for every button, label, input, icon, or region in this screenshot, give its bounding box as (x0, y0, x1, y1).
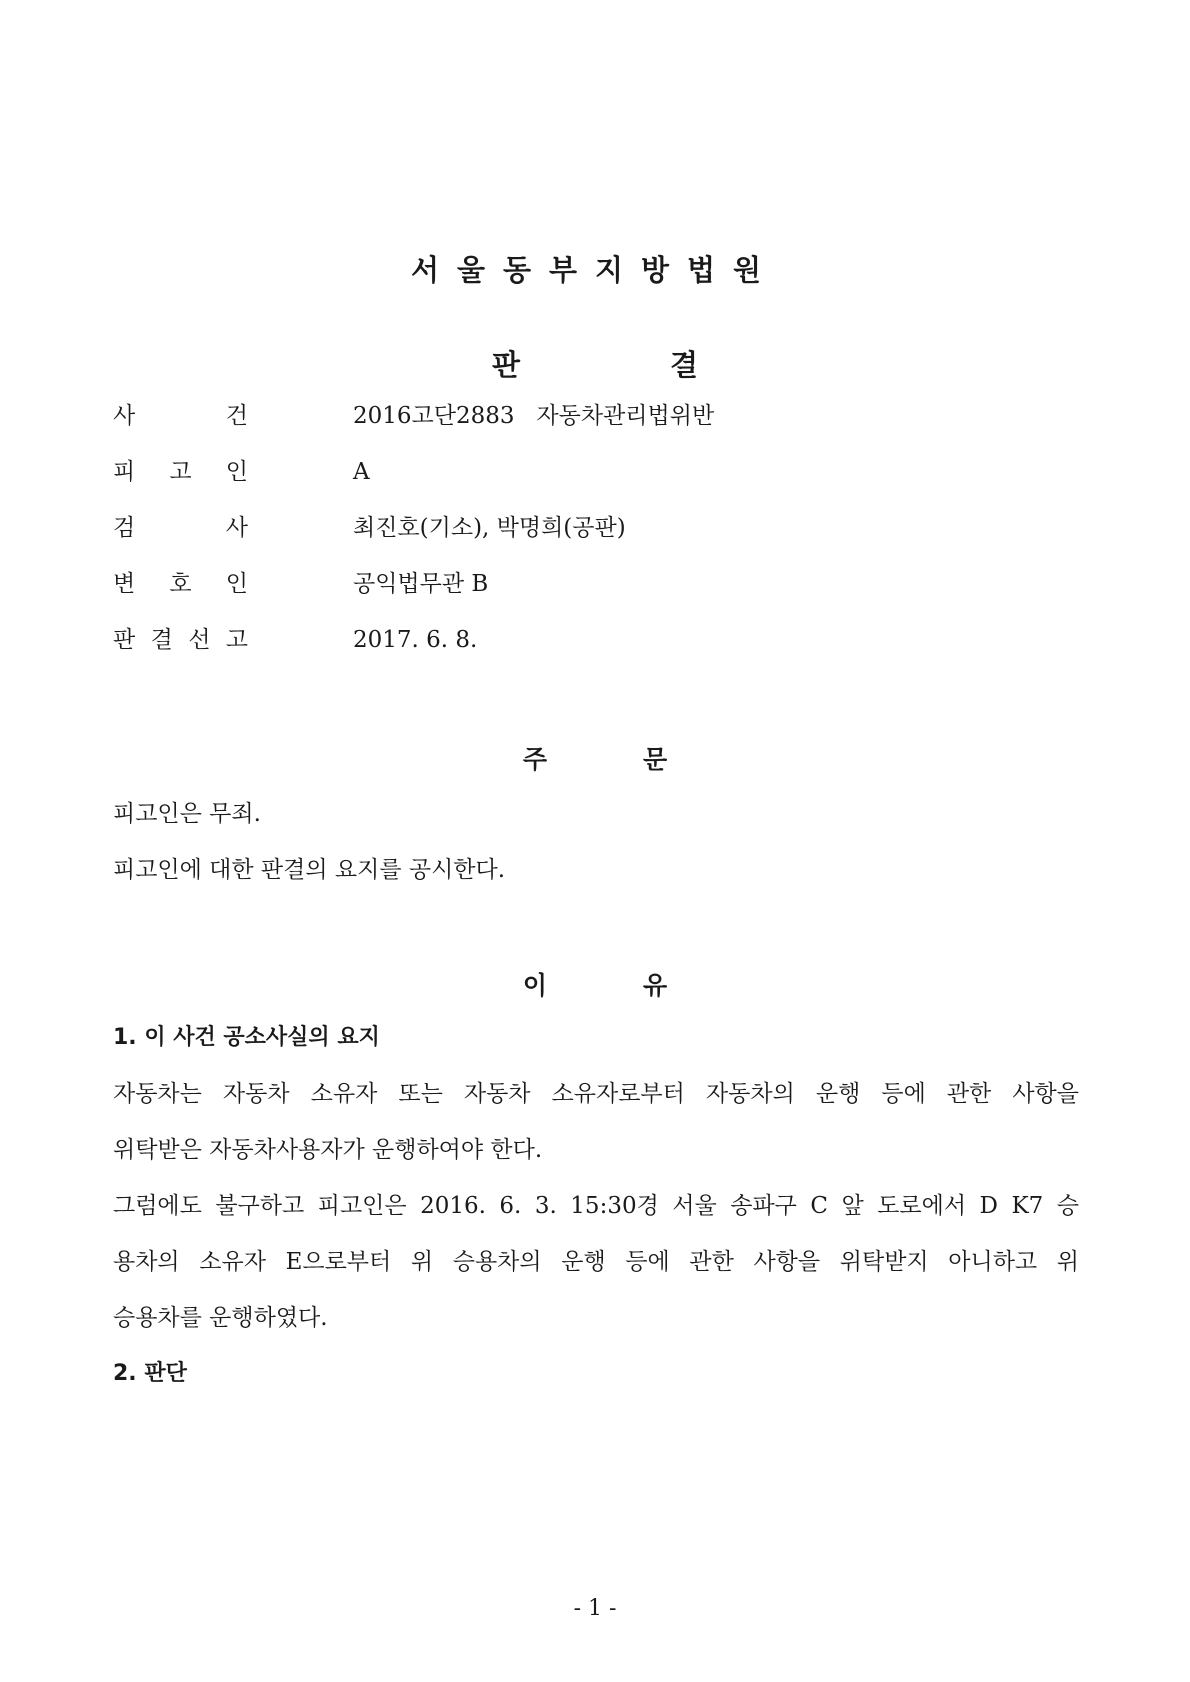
page-number: - 1 - (573, 1596, 617, 1621)
case-info-label: 피 고 인 (113, 459, 248, 485)
order-line: 피고인에 대한 판결의 요지를 공시한다. (113, 857, 506, 883)
paragraph-line: 용차의 소유자 E으로부터 위 승용차의 운행 등에 관한 사항을 위탁받지 아니하고 위 (113, 1249, 1079, 1275)
paragraph-line: 승용차를 운행하였다. (113, 1305, 328, 1331)
paragraph-line: 자동차는 자동차 소유자 또는 자동차 소유자로부터 자동차의 운행 등에 관한 사항을 (113, 1081, 1079, 1107)
case-info-label: 검 사 (113, 515, 248, 541)
case-info-value: 2017. 6. 8. (353, 627, 478, 653)
reason-section-heading: 이 유 (522, 971, 668, 1000)
case-info-label: 판 결 선 고 (113, 627, 248, 653)
document-type-heading (0, 343, 1190, 384)
subsection-title: 1. 이 사건 공소사실의 요지 (113, 1025, 380, 1050)
case-info-value: 2016고단2883 자동차관리법위반 (353, 403, 715, 429)
document-type-char-2: 결 (670, 348, 699, 382)
paragraph-line: 그럼에도 불구하고 피고인은 2016. 6. 3. 15:30경 서울 송파구 C 앞 도로에서 D K7 승 (113, 1193, 1079, 1219)
order-section-heading: 주 문 (522, 745, 668, 774)
case-info-value: 최진호(기소), 박명희(공판) (353, 515, 626, 541)
case-info-value: 공익법무관 B (353, 571, 489, 597)
paragraph-line: 위탁받은 자동차사용자가 운행하여야 한다. (113, 1137, 543, 1163)
case-info-value: A (353, 459, 370, 485)
case-info-label: 변 호 인 (113, 571, 248, 597)
court-name: 서울동부지방법원 (410, 253, 780, 287)
subsection-title: 2. 판단 (113, 1361, 187, 1386)
order-line: 피고인은 무죄. (113, 801, 261, 827)
case-info-label: 사 건 (113, 403, 248, 429)
document-type-char-1: 판 (491, 348, 520, 382)
